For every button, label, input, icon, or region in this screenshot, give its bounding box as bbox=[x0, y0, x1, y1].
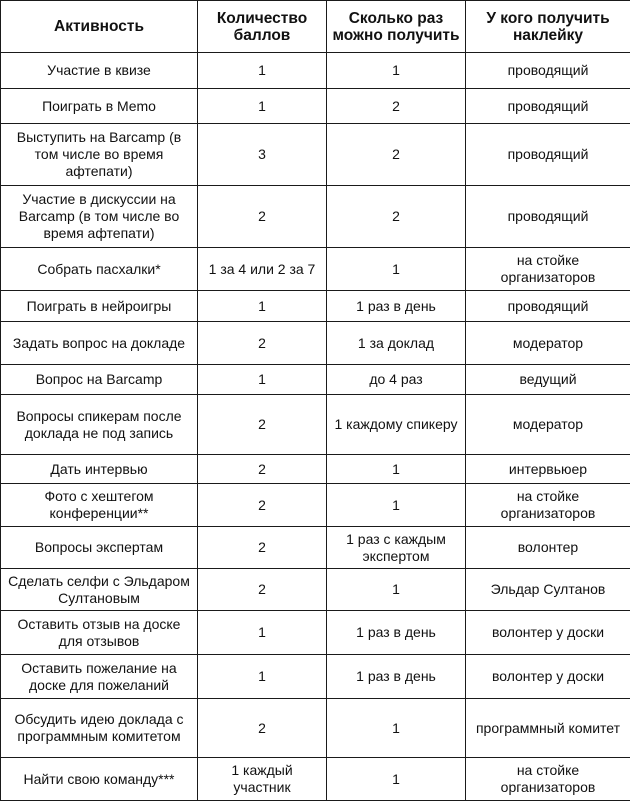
times-cell: 1 bbox=[327, 758, 466, 801]
header-points: Количество баллов bbox=[198, 1, 327, 53]
times-cell: 2 bbox=[327, 89, 466, 124]
points-cell: 2 bbox=[198, 322, 327, 365]
points-cell: 2 bbox=[198, 455, 327, 484]
activity-cell: Дать интервью bbox=[1, 455, 198, 484]
activity-cell: Вопросы экспертам bbox=[1, 527, 198, 569]
who-cell: волонтер у доски bbox=[466, 611, 630, 655]
activity-cell: Оставить пожелание на доске для пожеланий bbox=[1, 655, 198, 699]
who-cell: проводящий bbox=[466, 124, 630, 186]
activity-cell: Вопрос на Barcamp bbox=[1, 365, 198, 395]
times-cell: 1 раз в день bbox=[327, 611, 466, 655]
who-cell: модератор bbox=[466, 322, 630, 365]
who-cell: интервьюер bbox=[466, 455, 630, 484]
times-cell: до 4 раз bbox=[327, 365, 466, 395]
table-row bbox=[1, 569, 630, 611]
points-cell: 2 bbox=[198, 569, 327, 611]
times-cell: 1 bbox=[327, 569, 466, 611]
times-cell: 1 bbox=[327, 455, 466, 484]
table-row bbox=[1, 699, 630, 758]
points-cell: 2 bbox=[198, 186, 327, 248]
points-cell: 1 bbox=[198, 655, 327, 699]
who-cell: на стойке организаторов bbox=[466, 758, 630, 801]
activity-cell: Фото с хештегом конференции** bbox=[1, 484, 198, 527]
table-row bbox=[1, 291, 630, 322]
points-cell: 2 bbox=[198, 527, 327, 569]
times-cell: 1 bbox=[327, 699, 466, 758]
who-cell: проводящий bbox=[466, 291, 630, 322]
table-row bbox=[1, 611, 630, 655]
activity-cell: Участие в квизе bbox=[1, 53, 198, 89]
activity-cell: Вопросы спикерам после доклада не под запись bbox=[1, 395, 198, 455]
who-cell: ведущий bbox=[466, 365, 630, 395]
points-cell: 1 каждый участник bbox=[198, 758, 327, 801]
table-row bbox=[1, 186, 630, 248]
table-row bbox=[1, 365, 630, 395]
table-row bbox=[1, 758, 630, 801]
table-row bbox=[1, 527, 630, 569]
table-row bbox=[1, 455, 630, 484]
points-cell: 1 bbox=[198, 291, 327, 322]
times-cell: 2 bbox=[327, 186, 466, 248]
times-cell: 1 bbox=[327, 248, 466, 291]
times-cell: 1 раз в день bbox=[327, 655, 466, 699]
header-row bbox=[1, 1, 630, 53]
header-times: Сколько раз можно получить bbox=[327, 1, 466, 53]
who-cell: на стойке организаторов bbox=[466, 248, 630, 291]
table-row bbox=[1, 89, 630, 124]
table-row bbox=[1, 53, 630, 89]
points-cell: 2 bbox=[198, 484, 327, 527]
points-cell: 1 bbox=[198, 611, 327, 655]
who-cell: проводящий bbox=[466, 89, 630, 124]
who-cell: проводящий bbox=[466, 53, 630, 89]
points-cell: 3 bbox=[198, 124, 327, 186]
table-row bbox=[1, 655, 630, 699]
times-cell: 1 bbox=[327, 484, 466, 527]
who-cell: программный комитет bbox=[466, 699, 630, 758]
who-cell: Эльдар Султанов bbox=[466, 569, 630, 611]
times-cell: 1 каждому спикеру bbox=[327, 395, 466, 455]
activity-cell: Обсудить идею доклада с программным комитетом bbox=[1, 699, 198, 758]
who-cell: волонтер bbox=[466, 527, 630, 569]
points-cell: 1 за 4 или 2 за 7 bbox=[198, 248, 327, 291]
points-cell: 2 bbox=[198, 395, 327, 455]
points-cell: 1 bbox=[198, 89, 327, 124]
activity-cell: Участие в дискуссии на Barcamp (в том числе во время афтепати) bbox=[1, 186, 198, 248]
times-cell: 1 раз в день bbox=[327, 291, 466, 322]
activity-cell: Найти свою команду*** bbox=[1, 758, 198, 801]
times-cell: 2 bbox=[327, 124, 466, 186]
activity-cell: Поиграть в Memo bbox=[1, 89, 198, 124]
header-activity: Активность bbox=[1, 1, 198, 53]
who-cell: модератор bbox=[466, 395, 630, 455]
who-cell: проводящий bbox=[466, 186, 630, 248]
table-row bbox=[1, 248, 630, 291]
times-cell: 1 bbox=[327, 53, 466, 89]
header-who: У кого получить наклейку bbox=[466, 1, 630, 53]
activity-cell: Задать вопрос на докладе bbox=[1, 322, 198, 365]
table-row bbox=[1, 322, 630, 365]
activity-cell: Сделать селфи с Эльдаром Султановым bbox=[1, 569, 198, 611]
who-cell: на стойке организаторов bbox=[466, 484, 630, 527]
table-row bbox=[1, 124, 630, 186]
points-cell: 1 bbox=[198, 365, 327, 395]
activity-cell: Поиграть в нейроигры bbox=[1, 291, 198, 322]
times-cell: 1 раз с каждым экспертом bbox=[327, 527, 466, 569]
table-row bbox=[1, 395, 630, 455]
table-row bbox=[1, 484, 630, 527]
who-cell: волонтер у доски bbox=[466, 655, 630, 699]
activity-cell: Оставить отзыв на доске для отзывов bbox=[1, 611, 198, 655]
times-cell: 1 за доклад bbox=[327, 322, 466, 365]
activity-cell: Выступить на Barcamp (в том числе во время афтепати) bbox=[1, 124, 198, 186]
activity-cell: Собрать пасхалки* bbox=[1, 248, 198, 291]
points-cell: 2 bbox=[198, 699, 327, 758]
points-cell: 1 bbox=[198, 53, 327, 89]
